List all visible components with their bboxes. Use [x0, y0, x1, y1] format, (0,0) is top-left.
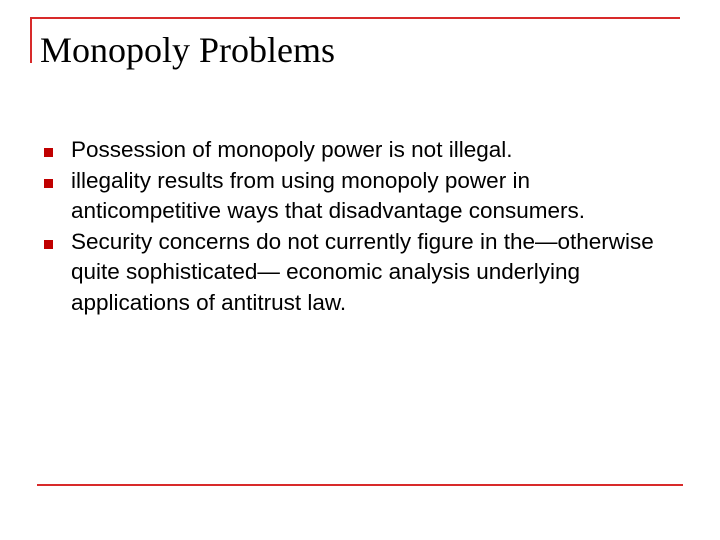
- bullet-item: [44, 166, 684, 227]
- bullet-text: Security concerns do not currently figure in the—otherwise quite sophisticated— economic analysis underlying applications of antitrust law.: [71, 228, 654, 315]
- bullet-item: [44, 227, 684, 319]
- square-bullet-icon: [44, 148, 53, 157]
- bullet-list: [44, 135, 684, 318]
- bottom-accent-line: [37, 484, 683, 486]
- bullet-text: illegality results from using monopoly power in anticompetitive ways that disadvantage consumers.: [71, 167, 586, 223]
- square-bullet-icon: [44, 179, 53, 188]
- left-accent-line: [30, 17, 32, 63]
- slide-title: Monopoly Problems: [40, 30, 336, 70]
- top-accent-line: [30, 17, 680, 19]
- bullet-text: Possession of monopoly power is not illegal.: [71, 137, 513, 162]
- bullet-item: [44, 135, 684, 166]
- square-bullet-icon: [44, 240, 53, 249]
